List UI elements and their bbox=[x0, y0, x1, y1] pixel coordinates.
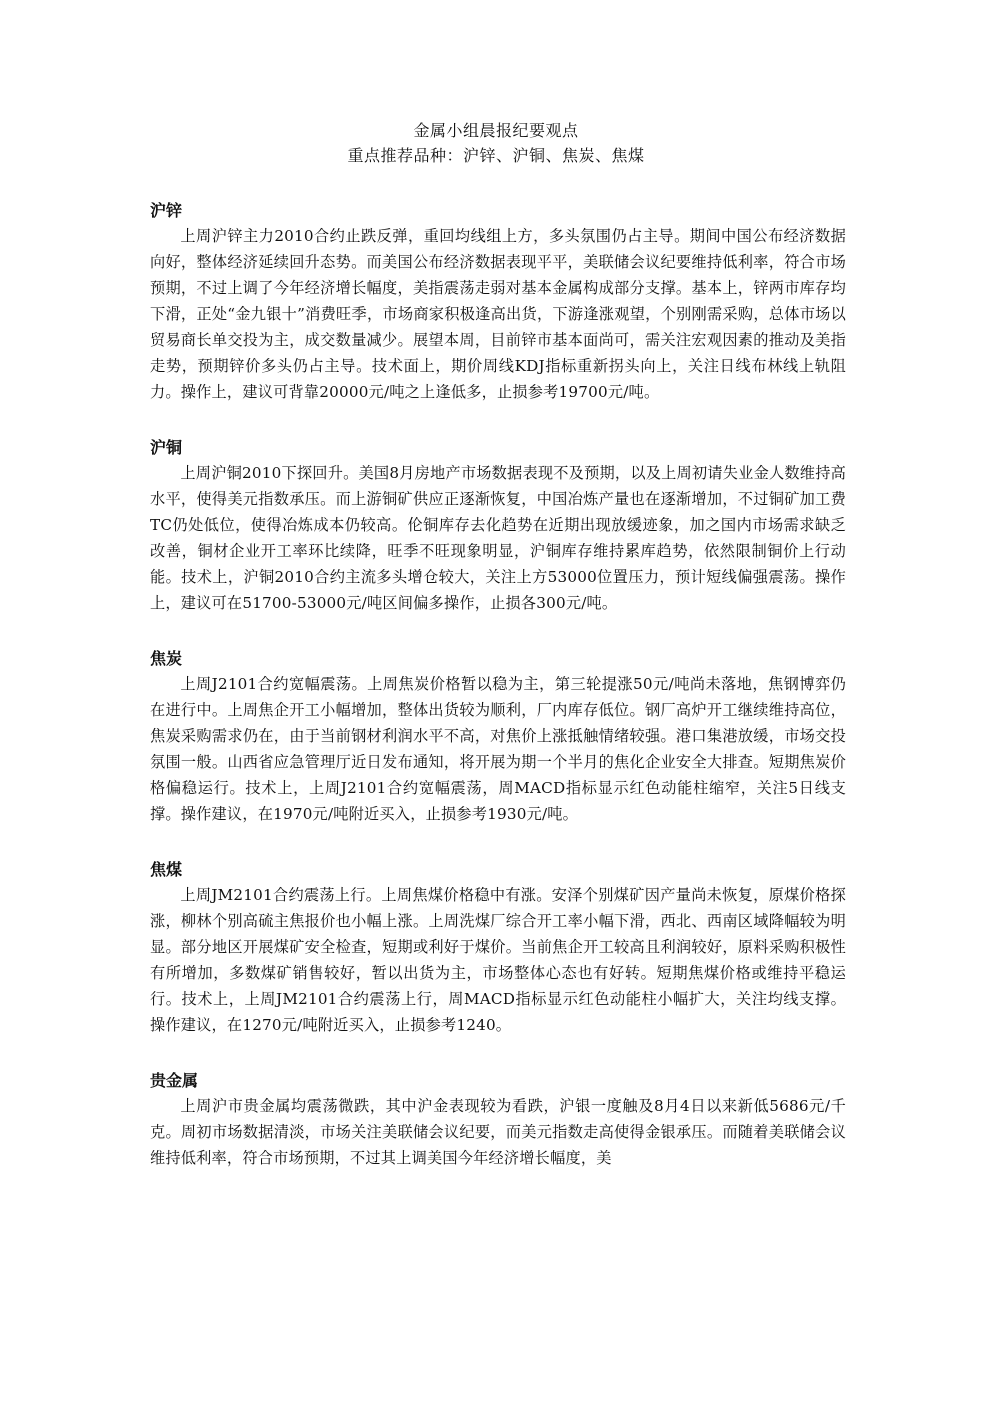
report-header bbox=[0, 118, 992, 168]
section-coking-coal bbox=[150, 857, 846, 1038]
section-title: 贵金属 bbox=[150, 1071, 199, 1090]
section-precious-metals bbox=[150, 1068, 846, 1171]
section-title: 沪铜 bbox=[150, 438, 183, 457]
section-paragraph: 上周沪铜2010下探回升。美国8月房地产市场数据表现不及预期，以及上周初请失业金人数维持高水平，使得美元指数承压。而上游铜矿供应正逐渐恢复，中国冶炼产量也在逐渐增加，不过铜矿加工费TC仍处低位，使得冶炼成本仍较高。伦铜库存去化趋势在近期出现放缓迹象，加之国内市场需求缺乏改善，铜材企业开工率环比续降，旺季不旺现象明显，沪铜库存维持累库趋势，依然限制铜价上行动能。技术上，沪铜2010合约主流多头增仓较大，关注上方53000位置压力，预计短线偏强震荡。操作上，建议可在51700-53000元/吨区间偏多操作，止损各300元/吨。 bbox=[150, 464, 846, 612]
report-title: 金属小组晨报纪要观点 bbox=[413, 121, 579, 140]
section-zinc bbox=[150, 198, 846, 405]
section-title: 沪锌 bbox=[150, 201, 183, 220]
section-paragraph: 上周J2101合约宽幅震荡。上周焦炭价格暂以稳为主，第三轮提涨50元/吨尚未落地，焦钢博弈仍在进行中。上周焦企开工小幅增加，整体出货较为顺利，厂内库存低位。钢厂高炉开工继续维持高位，焦炭采购需求仍在，由于当前钢材利润水平不高，对焦价上涨抵触情绪较强。港口集港放缓，市场交投氛围一般。山西省应急管理厅近日发布通知，将开展为期一个半月的焦化企业安全大排查。短期焦炭价格偏稳运行。技术上，上周J2101合约宽幅震荡，周MACD指标显示红色动能柱缩窄，关注5日线支撑。操作建议，在1970元/吨附近买入，止损参考1930元/吨。 bbox=[150, 675, 846, 823]
section-paragraph: 上周JM2101合约震荡上行。上周焦煤价格稳中有涨。安泽个别煤矿因产量尚未恢复，原煤价格探涨，柳林个别高硫主焦报价也小幅上涨。上周洗煤厂综合开工率小幅下滑，西北、西南区域降幅较为明显。部分地区开展煤矿安全检查，短期或利好于煤价。当前焦企开工较高且利润较好，原料采购积极性有所增加，多数煤矿销售较好，暂以出货为主，市场整体心态也有好转。短期焦煤价格或维持平稳运行。技术上，上周JM2101合约震荡上行，周MACD指标显示红色动能柱小幅扩大，关注均线支撑。操作建议，在1270元/吨附近买入，止损参考1240。 bbox=[150, 886, 846, 1034]
section-coke bbox=[150, 646, 846, 827]
report-body bbox=[150, 198, 846, 1171]
report-subtitle: 重点推荐品种：沪锌、沪铜、焦炭、焦煤 bbox=[347, 146, 645, 165]
section-title: 焦炭 bbox=[150, 649, 183, 668]
section-title: 焦煤 bbox=[150, 860, 183, 879]
section-paragraph: 上周沪市贵金属均震荡微跌，其中沪金表现较为看跌，沪银一度触及8月4日以来新低5686元/千克。周初市场数据清淡，市场关注美联储会议纪要，而美元指数走高使得金银承压。而随着美联储会议维持低利率，符合市场预期，不过其上调美国今年经济增长幅度，美 bbox=[150, 1097, 846, 1167]
section-paragraph: 上周沪锌主力2010合约止跌反弹，重回均线组上方，多头氛围仍占主导。期间中国公布经济数据向好，整体经济延续回升态势。而美国公布经济数据表现平平，美联储会议纪要维持低利率，符合市场预期，不过上调了今年经济增长幅度，美指震荡走弱对基本金属构成部分支撑。基本上，锌两市库存均下滑，正处“金九银十”消费旺季，市场商家积极逢高出货，下游逢涨观望，个别刚需采购，总体市场以贸易商长单交投为主，成交数量减少。展望本周，目前锌市基本面尚可，需关注宏观因素的推动及美指走势，预期锌价多头仍占主导。技术面上，期价周线KDJ指标重新拐头向上，关注日线布林线上轨阻力。操作上，建议可背靠20000元/吨之上逢低多，止损参考19700元/吨。 bbox=[150, 227, 846, 401]
section-copper bbox=[150, 435, 846, 616]
